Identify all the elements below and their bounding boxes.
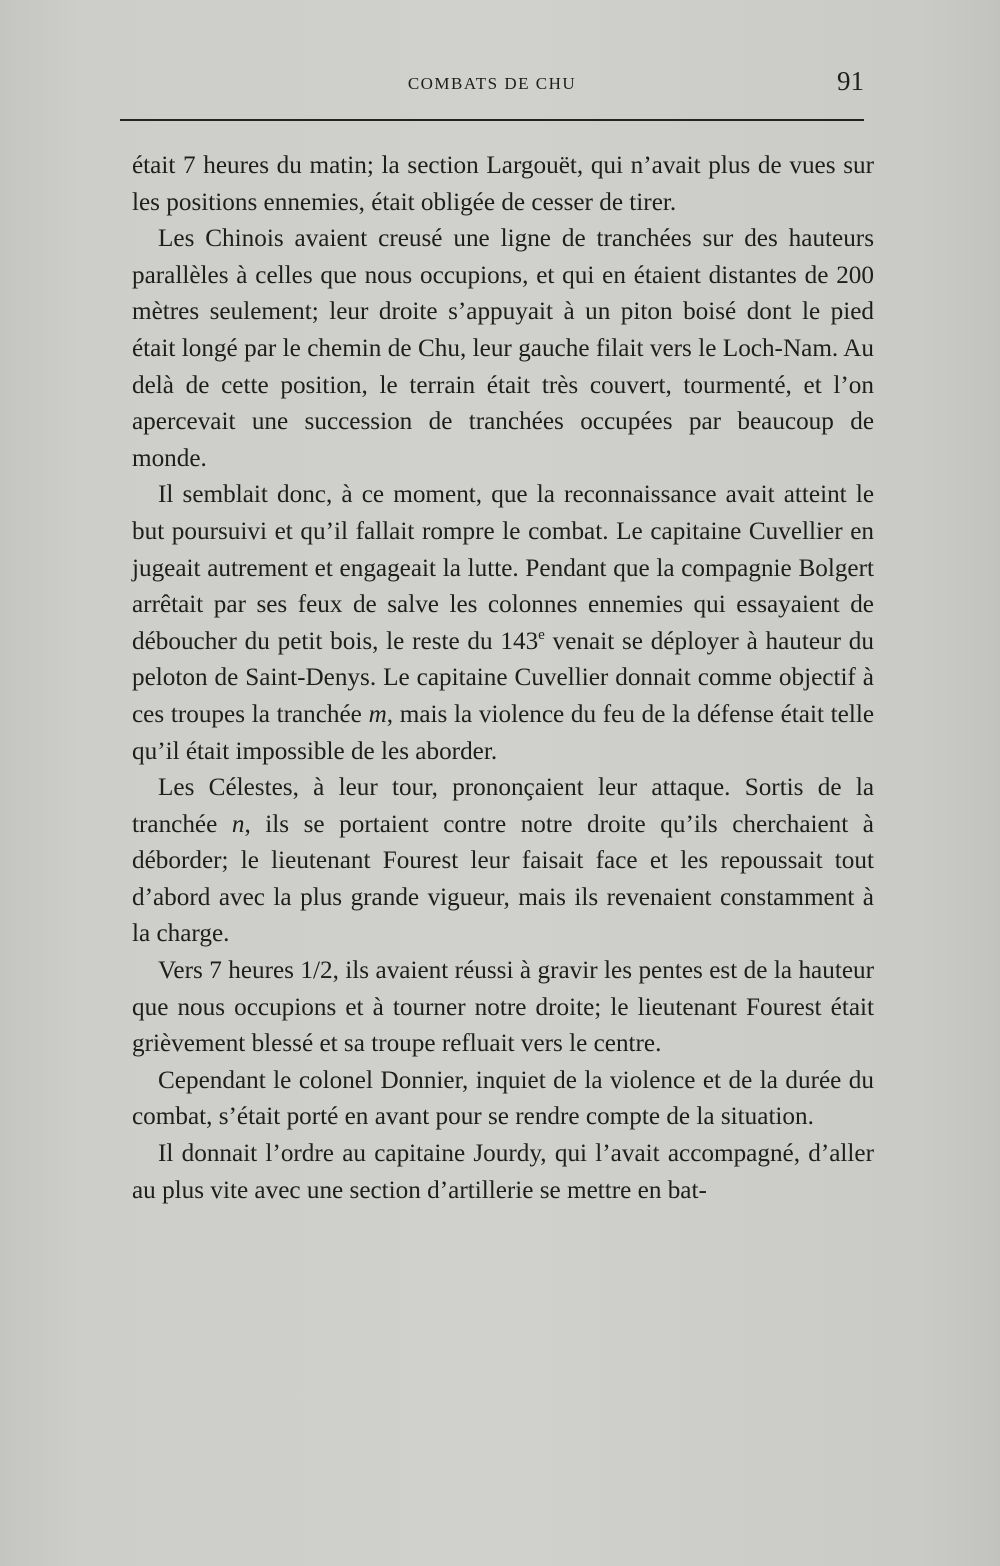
paragraph-6 <box>132 1063 874 1136</box>
paragraph-2 <box>132 221 874 477</box>
superscript: e <box>538 626 545 643</box>
paragraph-text: , mais la violence du feu de la défense était telle qu’il était impossible de les aborder. <box>132 700 874 765</box>
header-rule <box>120 119 864 121</box>
paragraph-text: Il semblait donc, à ce moment, que la reconnaissance avait atteint le but poursuivi et qu’il fallait rompre le combat. Le capitaine Cuvellier en jugeait autrement et engageait la lutte. Pendant que la compagnie Bolgert arrêtait par ses feux de salve les colonnes ennemies qui essayaient de déboucher du petit bois, le reste du 143 <box>132 481 874 655</box>
paragraph-text: Vers 7 heures 1/2, ils avaient réussi à gravir les pentes est de la hauteur que nous occupions et à tourner notre droite; le lieutenant Fourest était grièvement blessé et sa troupe refluait vers le centre. <box>132 957 874 1058</box>
paragraph-7 <box>132 1136 874 1209</box>
running-title: COMBATS DE CHU <box>407 74 577 93</box>
paragraph-text: Les Chinois avaient creusé une ligne de tranchées sur des hauteurs parallèles à celles que nous occupions, et qui en étaient distantes de 200 mètres seulement; leur droite s’appuyait à un piton boisé dont le pied était longé par le chemin de Chu, leur gauche filait vers le Loch-Nam. Au delà de cette position, le terrain était très couvert, tourmenté, et l’on apercevait une succession de tranchées occupées par beaucoup de monde. <box>132 225 874 472</box>
paragraph-3 <box>132 477 874 770</box>
paragraph-text: venait se déployer à hauteur du peloton de Saint-Denys. Le capitaine Cuvellier donnait comme objectif à ces troupes la tranchée <box>132 627 874 728</box>
body-text <box>132 148 874 1209</box>
page-header <box>120 66 864 106</box>
paragraph-text: Cependant le colonel Donnier, inquiet de la violence et de la durée du combat, s’était porté en avant pour se rendre compte de la situation. <box>132 1066 874 1131</box>
paragraph-1 <box>132 148 874 221</box>
paragraph-text: était 7 heures du matin; la section Largouët, qui n’avait plus de vues sur les positions ennemies, était obligée de cesser de tirer. <box>132 152 874 216</box>
italic-letter: n <box>231 810 245 838</box>
paragraph-text: , ils se portaient contre notre droite qu’ils cherchaient à déborder; le lieutenant Fourest leur faisait face et les repoussait tout d’abord avec la plus grande vigueur, mais ils revenaient constamment à la charge. <box>132 810 874 948</box>
paragraph-text: Il donnait l’ordre au capitaine Jourdy, qui l’avait accompagné, d’aller au plus vite avec une section d’artillerie se mettre en bat- <box>132 1140 874 1204</box>
italic-letter: m <box>368 700 387 728</box>
page-number: 91 <box>837 66 864 96</box>
paragraph-5 <box>132 953 874 1063</box>
paragraph-text: Les Célestes, à leur tour, prononçaient leur attaque. Sortis de la tranchée <box>132 774 874 838</box>
paragraph-4 <box>132 770 874 953</box>
